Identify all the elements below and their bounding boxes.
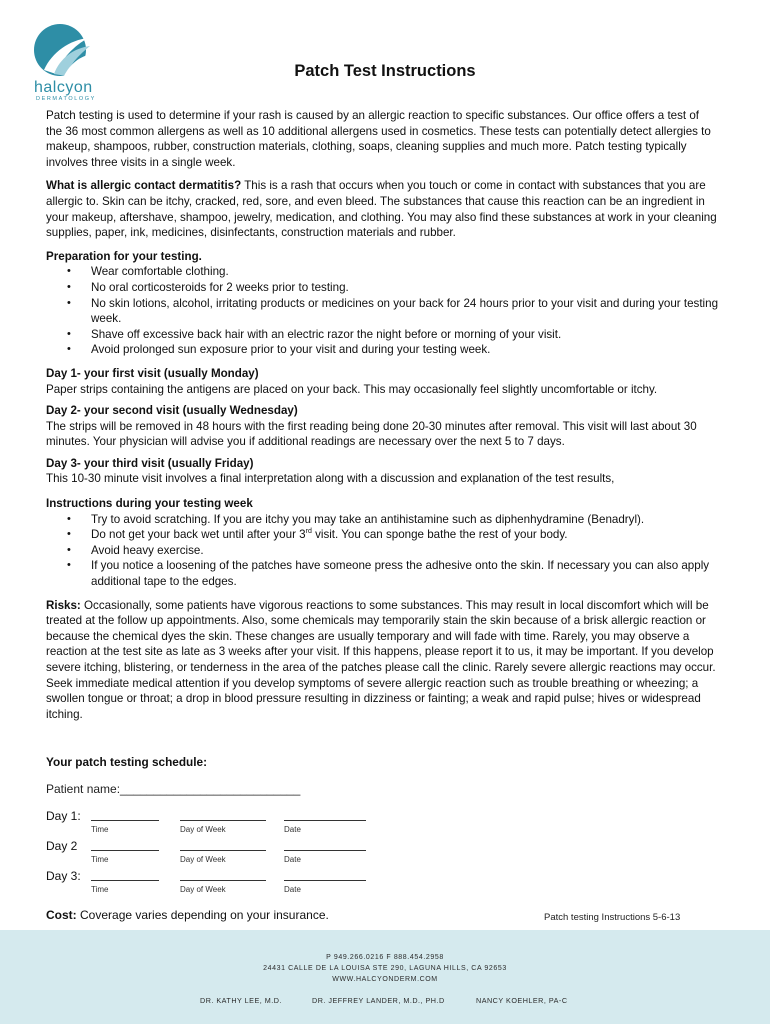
- day1-section: [46, 366, 718, 397]
- dermatitis-paragraph: [46, 178, 718, 240]
- date-caption: Date: [284, 855, 301, 864]
- footer-website[interactable]: WWW.HALCYONDERM.COM: [332, 976, 438, 983]
- schedule-day-row: [46, 869, 446, 899]
- dermatitis-text: This is a rash that occurs when you touch or come in contact with substances that you are allergic to. Skin can be itchy, cracked, red, sore, and even bleed. The substances that cause this reaction can be an ingredient in your makeup, aftershave, shampoo, jewelry, medication, and clothing. You may also find these substances at work in your cleaning supplies, paper, ink, medicines, disinfectants, construction materials and rubber.: [46, 179, 717, 240]
- day-of-week-field[interactable]: [180, 820, 266, 821]
- day-label: Day 1:: [46, 809, 81, 823]
- footer-phone: P 949.266.0216 F 888.454.2958: [326, 954, 444, 961]
- during-list: [46, 512, 718, 590]
- during-item2-a: Do not get your back wet until after your 3: [91, 528, 306, 542]
- cost-line: [46, 908, 329, 924]
- logo-wordmark: halcyon: [34, 79, 93, 96]
- footer-address: 24431 CALLE DE LA LOUISA STE 290, LAGUNA HILLS, CA 92653: [263, 965, 507, 972]
- date-caption: Date: [284, 825, 301, 834]
- cost-label: Cost:: [46, 908, 77, 922]
- time-caption: Time: [91, 885, 109, 894]
- document-id: Patch testing Instructions 5-6-13: [544, 912, 681, 923]
- day2-heading: Day 2- your second visit (usually Wednesday): [46, 404, 298, 418]
- time-caption: Time: [91, 825, 109, 834]
- list-item: • If you notice a loosening of the patches have someone press the adhesive onto the skin. If necessary you can also apply additional tape to the edges.: [91, 558, 718, 589]
- during-heading: Instructions during your testing week: [46, 497, 253, 511]
- list-item: • No skin lotions, alcohol, irritating products or medicines on your back for 24 hours prior to your visit and during your testing week.: [91, 296, 718, 327]
- footer: [0, 930, 770, 1024]
- list-item: • Shave off excessive back hair with an electric razor the night before or morning of your visit.: [91, 327, 718, 343]
- time-field[interactable]: [91, 820, 159, 821]
- logo-subtitle: DERMATOLOGY: [36, 96, 96, 102]
- day-of-week-field[interactable]: [180, 880, 266, 881]
- list-item: • No oral corticosteroids for 2 weeks prior to testing.: [91, 280, 718, 296]
- day-label: Day 2: [46, 839, 78, 853]
- day3-section: [46, 456, 718, 487]
- during-item2-b: visit. You can sponge bathe the rest of your body.: [311, 528, 568, 542]
- day3-text: This 10-30 minute visit involves a final interpretation along with a discussion and explanation of the test results,: [46, 472, 615, 486]
- list-item: [91, 527, 718, 543]
- day-of-week-caption: Day of Week: [180, 885, 226, 894]
- time-field[interactable]: [91, 880, 159, 881]
- preparation-heading: Preparation for your testing.: [46, 249, 202, 263]
- risks-text: Occasionally, some patients have vigorous reactions to some substances. This may result in local discomfort which will be treated at the follow up appointments. Also, some chemicals may temporarily stain the skin because of a brisk allergic reaction or because the chemical dyes the skin. These changes are usually temporary and will fade with time. Rarely, you may observe a reaction at the test site as late as 3 weeks after your visit. If this happens, please report it to us, it may be important. If you develop severe itching, blistering, or tenderness in the area of the patches please call the clinic. Rarely severe allergic reactions may occur. Seek immediate medical attention if you develop symptoms of severe allergic reaction such as trouble breathing or wheezing; a swollen tongue or throat; a drop in blood pressure resulting in dizziness or fainting; a weak and rapid pulse; hives or widespread itching.: [46, 598, 716, 721]
- day2-section: [46, 403, 718, 450]
- day-label: Day 3:: [46, 869, 81, 883]
- ordinal-suffix: rd: [305, 528, 312, 536]
- doctor-name: DR. KATHY LEE, M.D.: [200, 996, 282, 1005]
- instructions-body: [46, 108, 718, 730]
- day3-heading: Day 3- your third visit (usually Friday): [46, 456, 254, 470]
- list-item: • Avoid heavy exercise.: [91, 543, 718, 559]
- time-caption: Time: [91, 855, 109, 864]
- patient-name-field[interactable]: Patient name:___________________________: [46, 782, 301, 796]
- date-field[interactable]: [284, 850, 366, 851]
- list-item: • Avoid prolonged sun exposure prior to your visit and during your testing week.: [91, 342, 718, 358]
- page-title: Patch Test Instructions: [294, 62, 476, 80]
- preparation-list: [46, 264, 718, 358]
- schedule-heading: Your patch testing schedule:: [46, 755, 208, 769]
- cost-text: Coverage varies depending on your insurance.: [76, 908, 329, 922]
- day2-text: The strips will be removed in 48 hours with the first reading being done 20-30 minutes after removal. This visit will last about 30 minutes. Your physician will advise you if additional readings are necessary over the next 5 to 7 days.: [46, 419, 697, 449]
- day-of-week-field[interactable]: [180, 850, 266, 851]
- day1-text: Paper strips containing the antigens are placed on your back. This may occasionally feel slightly uncomfortable or itchy.: [46, 382, 658, 396]
- doctor-name: DR. JEFFREY LANDER, M.D., PH.D: [312, 996, 445, 1005]
- risks-heading: Risks:: [46, 598, 81, 612]
- date-field[interactable]: [284, 820, 366, 821]
- list-item: • Try to avoid scratching. If you are itchy you may take an antihistamine such as diphenhydramine (Benadryl).: [91, 512, 718, 528]
- risks-paragraph: [46, 598, 718, 723]
- schedule-section: [46, 755, 726, 894]
- day1-heading: Day 1- your first visit (usually Monday): [46, 366, 259, 380]
- date-field[interactable]: [284, 880, 366, 881]
- day-of-week-caption: Day of Week: [180, 825, 226, 834]
- time-field[interactable]: [91, 850, 159, 851]
- date-caption: Date: [284, 885, 301, 894]
- list-item: • Wear comfortable clothing.: [91, 264, 718, 280]
- dermatitis-heading: What is allergic contact dermatitis?: [46, 179, 242, 193]
- intro-paragraph: Patch testing is used to determine if your rash is caused by an allergic reaction to specific substances. Our office offers a test of the 36 most common allergens as well as 10 additional allergens used in cosmetics. These tests can potentially detect allergies to makeup, shampoos, rubber, construction materials, clothing, soaps, cleaning supplies and much more. Patch testing typically involves three visits in a single week.: [46, 109, 711, 169]
- day-of-week-caption: Day of Week: [180, 855, 226, 864]
- doctor-name: NANCY KOEHLER, PA-C: [476, 996, 568, 1005]
- schedule-day-row: [46, 809, 446, 839]
- schedule-day-row: [46, 839, 446, 869]
